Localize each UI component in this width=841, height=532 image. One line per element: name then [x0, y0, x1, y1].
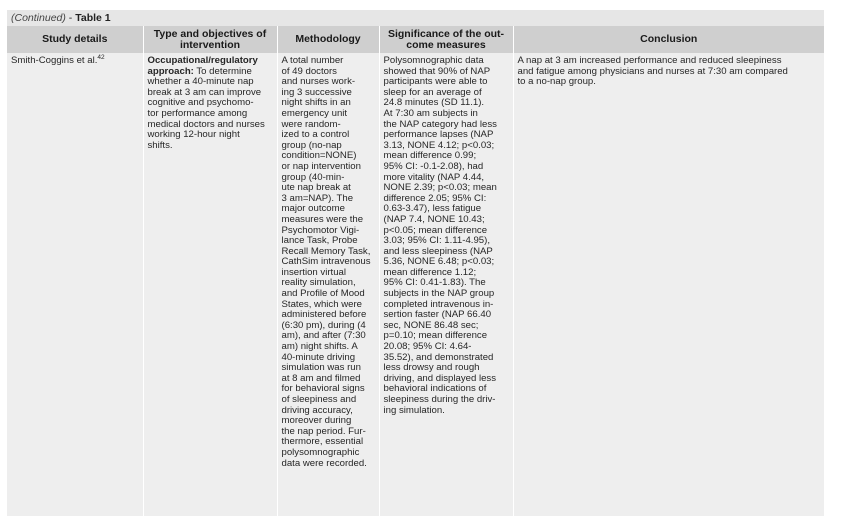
column-header-intervention: Type and objectives of intervention: [143, 26, 277, 53]
caption-separator: -: [65, 12, 76, 24]
column-header-significance: Significance of the out- come measures: [379, 26, 513, 53]
table-header-row: [7, 26, 824, 53]
continued-label: (Continued): [11, 12, 66, 24]
column-header-conclusion: Conclusion: [513, 26, 824, 53]
intervention-objective: To determine whether a 40-minute nap break at 3 am can improve cognitive and psychomo- tor performance among medical doctors and nurses working 12-hour night shifts.: [147, 65, 265, 151]
study-author: Smith-Coggins et al.: [11, 55, 98, 66]
evidence-table: [7, 10, 824, 516]
table-label: Table 1: [75, 12, 111, 24]
table-caption: [7, 10, 824, 26]
cell-study-details: [7, 53, 143, 516]
significance-text: Polysomnographic data showed that 90% of NAP participants were able to sleep for an average of 24.8 minutes (SD 11.1). At 7:30 am subjects in the NAP category had less performance lapses (NAP 3.13, NONE 4.12; p<0.03; mean difference 0.99; 95% CI: -0.1-2.08), had more vitality (NAP 4.44, NONE 2.39; p<0.03; mean difference 2.05; 95% CI: 0.63-3.47), less fatigue (NAP 7.4, NONE 10.43; p<0.05; mean difference 3.03; 95% CI: 1.11-4.95), and less sleepiness (NAP 5.36, NONE 6.48; p<0.03; mean difference 1.12; 95% CI: 0.41-1.83). The subjects in the NAP group completed intravenous in- sertion faster (NAP 66.40 sec, NONE 86.48 sec; p=0.10; mean difference 20.08; 95% CI: 4.64- 35.52), and demonstrated less drowsy and rough driving, and displayed less behavioral indications of sleepiness during the driv- ing simulation.: [383, 55, 497, 416]
study-reference: 42: [97, 53, 105, 61]
conclusion-text: A nap at 3 am increased performance and reduced sleepiness and fatigue among physicians and nurses at 7:30 am compared to a no-nap group.: [517, 55, 788, 88]
table-row: [7, 53, 824, 516]
methodology-text: A total number of 49 doctors and nurses work- ing 3 successive night shifts in an emergency unit were random- ized to a control group (no-nap condition=NONE) or nap intervention group (40-min- ute nap break at 3 am=NAP). The major outcome measures were the Psychomotor Vigi- lance Task, Probe Recall Memory Task, CathSim intravenous insertion virtual reality simulation, and Profile of Mood States, which were administered before (6:30 pm), during (4 am), and after (7:30 am) night shifts. A 40-minute driving simulation was run at 8 am and filmed for behavioral signs of sleepiness and driving accuracy, moreover during the nap period. Fur- thermore, essential polysomnographic data were recorded.: [281, 55, 371, 469]
study-table: [7, 26, 824, 516]
column-header-study-details: Study details: [7, 26, 143, 53]
cell-methodology: [277, 53, 379, 516]
cell-intervention: [143, 53, 277, 516]
intervention-type: Occupational/regulatory approach:: [147, 55, 258, 77]
column-header-methodology: Methodology: [277, 26, 379, 53]
cell-significance: [379, 53, 513, 516]
cell-conclusion: [513, 53, 824, 516]
